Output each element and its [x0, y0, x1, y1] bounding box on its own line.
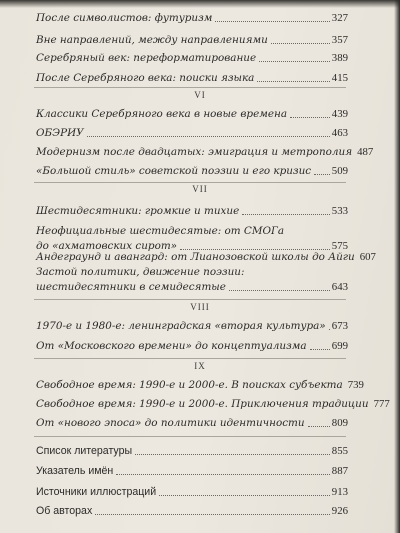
toc-entry-page: 673 — [331, 320, 348, 332]
toc-entry-title: «Большой стиль» советской поэзии и его кризис — [36, 165, 312, 177]
toc-entry[interactable] — [36, 146, 374, 159]
page-edge-shadow-right — [394, 0, 400, 533]
toc-entry-title: Источники иллюстраций — [36, 486, 157, 498]
dot-leader — [314, 173, 330, 175]
toc-entry-page: 389 — [331, 52, 348, 64]
dot-leader — [135, 453, 330, 455]
toc-entry-page: 439 — [331, 108, 348, 120]
toc-entry-title: Вне направлений, между направлениями — [36, 34, 268, 46]
toc-entry-title: до «ахматовских сирот» — [36, 240, 178, 252]
toc-entry[interactable] — [36, 417, 348, 430]
toc-entry[interactable] — [36, 266, 348, 294]
toc-entry-title: Модернизм после двадцатых: эмиграция и метрополия — [36, 146, 353, 158]
toc-entry-title: От «Московского времени» до концептуализма — [36, 340, 307, 352]
toc-entry[interactable] — [36, 445, 348, 458]
dot-leader — [290, 116, 330, 118]
toc-entry-page: 926 — [331, 505, 348, 517]
toc-entry-title: Шестидесятники: громкие и тихие — [36, 205, 240, 217]
toc-entry-page: 463 — [331, 127, 348, 139]
dot-leader — [116, 473, 330, 475]
toc-entry[interactable] — [36, 251, 376, 264]
toc-entry[interactable] — [36, 379, 364, 392]
toc-entry-page: 739 — [347, 379, 364, 391]
toc-entry[interactable] — [36, 205, 348, 218]
dot-leader — [95, 513, 330, 515]
toc-entry-title-line1: Застой политики, движение поэзии: — [36, 266, 245, 278]
toc-entry-title: Классики Серебряного века в новые времена — [36, 108, 288, 120]
toc-entry-title: Указатель имён — [36, 465, 114, 477]
toc-entry[interactable] — [36, 320, 348, 333]
dot-leader — [271, 42, 330, 44]
dot-leader — [180, 248, 330, 250]
toc-entry-title: После Серебряного века: поиски языка — [36, 72, 255, 84]
section-divider — [34, 87, 346, 88]
toc-entry-page: 487 — [357, 146, 374, 158]
toc-entry[interactable] — [36, 127, 348, 140]
page-edge-shadow-top — [0, 0, 400, 8]
dot-leader — [87, 135, 330, 137]
toc-entry-title: Список литературы — [36, 445, 133, 457]
toc-entry-page: 357 — [331, 34, 348, 46]
toc-entry[interactable] — [36, 505, 348, 518]
section-divider — [34, 299, 346, 300]
toc-entry[interactable] — [36, 52, 348, 65]
toc-entry-title: ОБЭРИУ — [36, 127, 84, 139]
toc-entry-page: 415 — [331, 72, 348, 84]
toc-entry-page: 533 — [331, 205, 348, 217]
section-divider — [34, 436, 346, 437]
toc-entry-page: 913 — [331, 486, 348, 498]
toc-entry-title: Серебряный век: переформатирование — [36, 52, 257, 64]
toc-entry[interactable] — [36, 108, 348, 121]
toc-entry-title: Об авторах — [36, 505, 93, 517]
toc-entry-page: 509 — [331, 165, 348, 177]
toc-entry-page: 887 — [331, 465, 348, 477]
toc-entry[interactable] — [36, 465, 348, 478]
toc-entry[interactable] — [36, 225, 348, 253]
toc-entry[interactable] — [36, 12, 348, 25]
toc-entry-title: Андеграунд и авангард: от Лианозовской школы до Айги — [36, 251, 355, 263]
toc-entry-title: Свободное время: 1990-е и 2000-е. В поисках субъекта — [36, 379, 343, 391]
toc-entry[interactable] — [36, 165, 348, 178]
toc-entry[interactable] — [36, 486, 348, 499]
toc-entry-page: 699 — [331, 340, 348, 352]
toc-entry[interactable] — [36, 72, 348, 85]
dot-leader — [259, 60, 330, 62]
toc-entry-title: От «нового эпоса» до политики идентичности — [36, 417, 305, 429]
toc-entry-page: 327 — [331, 12, 348, 24]
dot-leader — [308, 425, 330, 427]
toc-entry-title: Свободное время: 1990-е и 2000-е. Приключения традиции — [36, 398, 369, 410]
dot-leader — [159, 494, 330, 496]
section-divider — [34, 358, 346, 359]
toc-entry-page: 777 — [373, 398, 390, 410]
toc-entry[interactable] — [36, 34, 348, 47]
section-number: VIII — [190, 302, 210, 312]
section-number: IX — [194, 361, 206, 371]
toc-entry[interactable] — [36, 340, 348, 353]
toc-entry-page: 575 — [331, 240, 348, 252]
toc-entry[interactable] — [36, 398, 390, 411]
toc-entry-page: 607 — [359, 251, 376, 263]
toc-entry-title: 1970-е и 1980-е: ленинградская «вторая культура» — [36, 320, 326, 332]
toc-entry-page: 643 — [331, 281, 348, 293]
dot-leader — [257, 80, 329, 82]
toc-entry-page: 809 — [331, 417, 348, 429]
toc-entry-page: 855 — [331, 445, 348, 457]
dot-leader — [229, 289, 330, 291]
section-number: VI — [194, 90, 206, 100]
dot-leader — [310, 348, 330, 350]
dot-leader — [242, 213, 330, 215]
dot-leader — [215, 20, 329, 22]
section-divider — [34, 182, 346, 183]
section-number: VII — [192, 184, 208, 194]
dot-leader — [329, 328, 330, 330]
toc-entry-title-line1: Неофициальные шестидесятые: от СМОГа — [36, 225, 285, 237]
toc-entry-title: шестидесятники в семидесятые — [36, 281, 226, 293]
toc-entry-title: После символистов: футуризм — [36, 12, 213, 24]
